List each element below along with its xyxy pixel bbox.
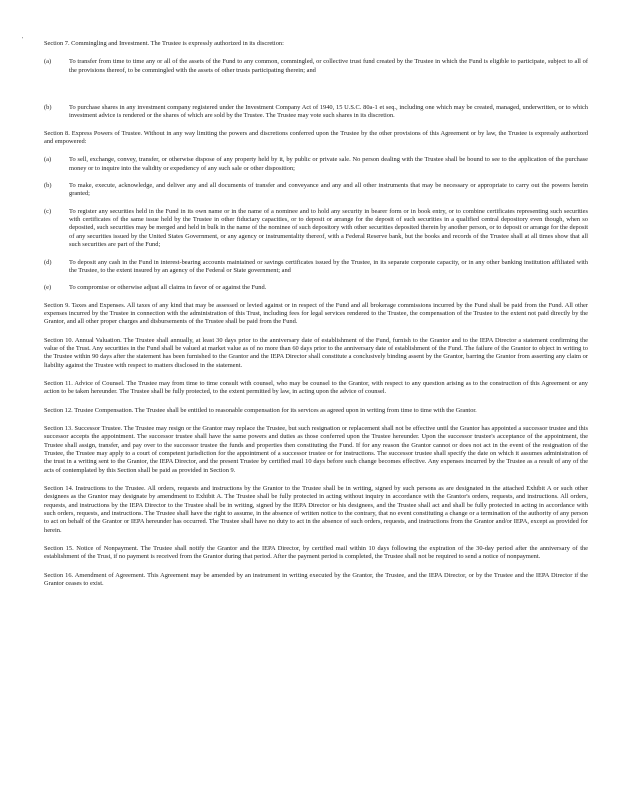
section-12-text: The Trustee shall be entitled to reasonable compensation for its services as agreed upon in writing from time to time with the Grantor. [133, 406, 477, 414]
section-7-item-a [44, 58, 588, 75]
section-16-heading: Section 16. Amendment of Agreement. [44, 571, 146, 579]
item-text: To register any securities held in the Fund in its own name or in the name of a nominee and to hold any security in bearer form or in book entry, or to combine certificates representing such securities with certificates of the same issue held by the Trustee in other fiduciary capacities, or to deposit or arrange for the deposit of such securities in a qualified central depository even though, when so deposited, such securities may be merged and held in bulk in the name of the nominee of such depository with other securities deposited therein by another person, or to deposit or arrange for the deposit of any securities issued by the United States Government, or any agency or instrumentality thereof, with a Federal Reserve bank, but the books and records of the Trustee shall at all times show that all such securities are part of the Fund; [69, 207, 588, 249]
section-7-heading: Section 7. Commingling and Investment. [44, 40, 150, 47]
item-label: (e) [44, 284, 52, 292]
section-12 [44, 407, 588, 415]
section-10-heading: Section 10. Annual Valuation. [44, 336, 122, 344]
item-label: (c) [44, 207, 52, 215]
section-13 [44, 425, 588, 475]
item-text: To purchase shares in any investment company registered under the Investment Company Act of 1940, 15 U.S.C. 80a-1 et seq., including one which may be created, managed, underwritten, or to which investment advice is rendered or the shares of which are sold by the Trustee. The Trustee may vote such shares in its discretion. [69, 104, 588, 120]
section-13-heading: Section 13. Successor Trustee. [44, 424, 123, 432]
section-8-item-b [44, 182, 588, 199]
section-11-heading: Section 11. Advice of Counsel. [44, 379, 125, 387]
section-11-text: The Trustee may from time to time consult with counsel, who may be counsel to the Grantor, with respect to any question arising as to the construction of this Agreement or any action to be taken hereunder. The Trustee shall be fully protected, to the extent permitted by law, in acting upon the advice of counsel. [44, 379, 588, 396]
section-8-item-e [44, 284, 588, 292]
section-10-text: The Trustee shall annually, at least 30 days prior to the anniversary date of establishment of the Fund, furnish to the Grantor and to the IEPA Director a statement confirming the value of the Trust. Any securities in the Fund shall be valued at market value as of no more than 60 days prior to the anniversary date of establishment of the Fund. The failure of the Grantor to object in writing to the Trustee within 90 days after the statement has been furnished to the Grantor and the IEPA Director shall constitute a conclusively binding assent by the Grantor, barring the Grantor from asserting any claim or liability against the Trustee with respect to matters disclosed in the statement. [44, 336, 588, 369]
section-11 [44, 380, 588, 397]
section-8-item-c [44, 208, 588, 250]
section-15 [44, 545, 588, 562]
section-12-heading: Section 12. Trustee Compensation. [44, 406, 134, 414]
item-label: (a) [44, 58, 52, 66]
section-14-text: All orders, requests and instructions by the Grantor to the Trustee shall be in writing, signed by such persons as are designated in the attached Exhibit A or such other designees as the Grantor may designate by amendment to Exhibit A. The Trustee shall be fully protected in acting without inquiry in accordance with the Grantor's orders, requests, and instructions. All orders, requests, and instructions by the IEPA Director to the Trustee shall be in writing, signed by the IEPA Director or his designees, and the Trustee shall act and shall be fully protected in acting in accordance with such orders, requests, and instructions. The Trustee shall have the right to assume, in the absence of written notice to the contrary, that no event constituting a change or a termination of the authority of any person to act on behalf of the Grantor or IEPA hereunder has occurred. The Trustee shall have no duty to act in the absence of such orders, requests, and instructions from the Grantor and/or IEPA, except as provided for herein. [44, 485, 588, 534]
page-mark: ' [22, 37, 24, 43]
section-14-heading: Section 14. Instructions to the Trustee. [44, 485, 146, 493]
section-8 [44, 130, 588, 147]
item-text: To sell, exchange, convey, transfer, or otherwise dispose of any property held by it, by public or private sale. No person dealing with the Trustee shall be bound to see to the application of the purchase money or to inquire into the validity or expediency of any such sale or other disposition; [69, 156, 588, 172]
section-15-heading: Section 15. Notice of Nonpayment. [44, 545, 139, 553]
item-label: (b) [44, 182, 52, 190]
section-16 [44, 572, 588, 589]
section-14 [44, 485, 588, 535]
item-text: To deposit any cash in the Fund in interest-bearing accounts maintained or savings certificates issued by the Trustee, in its separate corporate capacity, or in any other banking institution affiliated with the Trustee, to the extent insured by an agency of the Federal or State government; and [69, 258, 588, 274]
section-9-heading: Section 9. Taxes and Expenses. [44, 301, 126, 309]
section-9 [44, 302, 588, 327]
item-text: To transfer from time to time any or all of the assets of the Fund to any common, commingled, or collective trust fund created by the Trustee in which the Fund is eligible to participate, subject to all of the provisions thereof, to be commingled with the assets of other trusts participating therein; and [69, 58, 588, 74]
section-13-text: The Trustee may resign or the Grantor may replace the Trustee, but such resignation or replacement shall not be effective until the Grantor has appointed a successor trustee and this successor accepts the appointment. The successor trustee shall have the same powers and duties as those conferred upon the Trustee hereunder. Upon the successor trustee's acceptance of the appointment, the Trustee shall assign, transfer, and pay over to the successor trustee the funds and properties then constituting the Fund. If for any reason the Grantor cannot or does not act in the event of the resignation of the Trustee, the Trustee may apply to a court of competent jurisdiction for the appointment of a successor trustee or for instructions. The successor trustee shall specify the date on which it assumes administration of the trust in a writing sent to the Grantor, the IEPA Director, and the present Trustee by certified mail 10 days before such change becomes effective. Any expenses incurred by the Trustee as a result of any of the acts of contemplated by this Section shall be paid as provided in Section 9. [44, 424, 588, 474]
section-8-text: Without in any way limiting the powers and discretions conferred upon the Trustee by the other provisions of this Agreement or by law, the Trustee is expressly authorized and empowered: [44, 129, 588, 146]
section-8-item-d [44, 259, 588, 276]
section-10 [44, 337, 588, 370]
section-8-item-a [44, 156, 588, 173]
section-8-heading: Section 8. Express Powers of Trustee. [44, 129, 143, 137]
item-label: (a) [44, 156, 52, 164]
section-15-text: The Trustee shall notify the Grantor and the IEPA Director, by certified mail within 10 days following the expiration of the 30-day period after the anniversary of the establishment of the Trust, if no payment is received from the Grantor during that period. After the payment period is completed, the Trustee shall not be required to send a notice of nonpayment. [44, 545, 589, 561]
item-label: (b) [44, 104, 52, 112]
item-text: To compromise or otherwise adjust all claims in favor of or against the Fund. [69, 284, 267, 292]
section-7-text: The Trustee is expressly authorized in its discretion: [149, 40, 284, 47]
section-9-text: All taxes of any kind that may be assessed or levied against or in respect of the Fund and all brokerage commissions incurred by the Fund shall be paid from the Fund. All other expenses incurred by the Trustee in connection with the administration of this Trust, including fees for legal services rendered to the Trustee, the compensation of the Trustee to the extent not paid directly by the Grantor, and all other proper charges and disbursements of the Trustee shall be paid from the Fund. [44, 301, 588, 326]
section-7 [44, 40, 588, 48]
section-16-text: This Agreement may be amended by an instrument in writing executed by the Grantor, the Trustee, and the IEPA Director, or by the Trustee and the IEPA Director if the Grantor ceases to exist. [44, 571, 589, 588]
item-text: To make, execute, acknowledge, and deliver any and all documents of transfer and conveyance and any and all other instruments that may be necessary or appropriate to carry out the powers herein granted; [69, 182, 588, 198]
section-7-item-b [44, 104, 588, 121]
item-label: (d) [44, 258, 52, 266]
